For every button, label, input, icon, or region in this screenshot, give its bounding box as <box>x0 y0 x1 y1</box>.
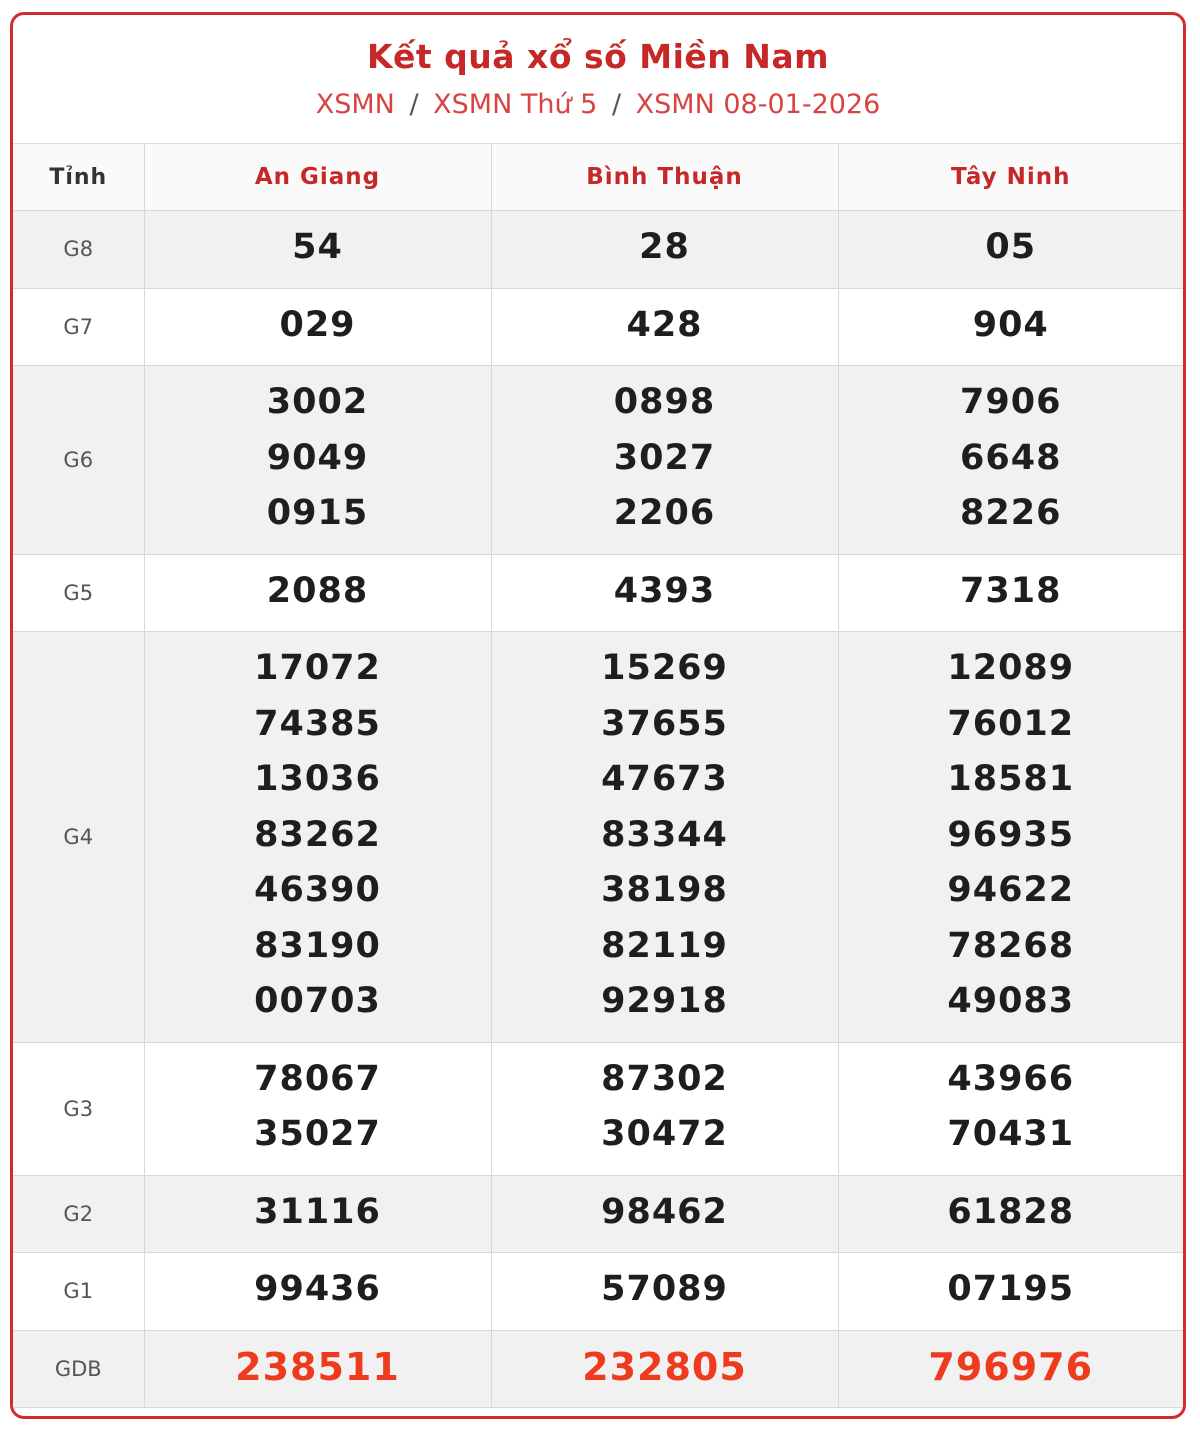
result-number: 428 <box>626 304 703 345</box>
result-number: 2088 <box>266 570 369 611</box>
result-number: 43966 <box>947 1058 1075 1099</box>
table-row <box>13 1330 1183 1408</box>
prize-label: G5 <box>13 554 144 632</box>
table-row <box>13 1253 1183 1331</box>
result-number: 0898 <box>613 382 716 422</box>
result-number: 07195 <box>947 1269 1075 1309</box>
result-cell <box>838 632 1183 1043</box>
prize-label: G2 <box>13 1175 144 1253</box>
result-number: 54 <box>292 227 343 267</box>
result-number: 3027 <box>613 437 716 478</box>
result-number: 78268 <box>947 925 1075 966</box>
result-number: 35027 <box>254 1114 381 1154</box>
result-cell <box>144 1175 491 1253</box>
result-cell <box>491 1253 838 1331</box>
prize-label: GDB <box>13 1330 144 1408</box>
result-number: 31116 <box>254 1191 381 1232</box>
result-cell <box>491 632 838 1043</box>
result-number: 87302 <box>601 1058 728 1099</box>
breadcrumb-separator: / <box>409 89 419 120</box>
prize-label: G6 <box>13 366 144 555</box>
result-number: 05 <box>985 227 1037 267</box>
result-cell <box>144 554 491 632</box>
breadcrumb-xsmn[interactable]: XSMN <box>315 89 395 120</box>
prize-label: G1 <box>13 1253 144 1331</box>
result-number: 82119 <box>601 925 728 966</box>
result-number: 78067 <box>254 1058 381 1099</box>
result-cell <box>144 1330 491 1408</box>
result-cell <box>838 1042 1183 1175</box>
result-number: 76012 <box>947 703 1075 744</box>
result-cell <box>144 288 491 366</box>
result-number: 28 <box>639 227 690 267</box>
result-number: 13036 <box>254 759 381 799</box>
result-number: 99436 <box>254 1269 381 1309</box>
result-number: 7318 <box>960 570 1062 611</box>
result-cell <box>491 288 838 366</box>
prize-label: G4 <box>13 632 144 1043</box>
result-number: 8226 <box>960 493 1062 533</box>
result-number: 0915 <box>266 493 369 533</box>
table-row <box>13 211 1183 289</box>
table-row <box>13 1175 1183 1253</box>
result-number: 70431 <box>947 1114 1075 1154</box>
result-cell <box>491 366 838 555</box>
result-cell <box>144 1253 491 1331</box>
results-table <box>13 144 1183 1408</box>
result-cell <box>491 211 838 289</box>
result-number: 94622 <box>947 870 1075 910</box>
results-card <box>10 12 1186 1419</box>
result-number: 37655 <box>601 703 728 744</box>
result-number: 2206 <box>613 493 716 533</box>
result-number: 18581 <box>947 759 1075 799</box>
result-number: 6648 <box>960 437 1062 478</box>
prize-label: G8 <box>13 211 144 289</box>
prize-label: G3 <box>13 1042 144 1175</box>
result-number: 57089 <box>601 1269 728 1309</box>
result-cell <box>838 1330 1183 1408</box>
result-number: 38198 <box>601 870 728 910</box>
result-number: 96935 <box>947 814 1075 855</box>
result-number: 029 <box>279 304 356 345</box>
province-tay-ninh[interactable]: Tây Ninh <box>838 144 1183 211</box>
result-cell <box>838 366 1183 555</box>
result-number: 00703 <box>254 981 381 1021</box>
result-number: 17072 <box>254 648 381 688</box>
result-cell <box>144 366 491 555</box>
breadcrumb <box>13 89 1183 121</box>
result-number: 49083 <box>947 981 1075 1021</box>
table-row <box>13 632 1183 1043</box>
result-cell <box>144 1042 491 1175</box>
special-prize-number: 796976 <box>928 1344 1094 1389</box>
result-cell <box>491 1330 838 1408</box>
result-number: 83262 <box>254 814 381 855</box>
result-number: 83344 <box>601 814 728 855</box>
result-number: 15269 <box>601 648 728 688</box>
result-cell <box>144 632 491 1043</box>
table-row <box>13 366 1183 555</box>
result-number: 3002 <box>266 382 369 422</box>
page-title: Kết quả xổ số Miền Nam <box>366 37 830 76</box>
result-number: 47673 <box>601 759 728 799</box>
special-prize-number: 232805 <box>582 1344 747 1389</box>
prize-label: G7 <box>13 288 144 366</box>
result-number: 4393 <box>613 570 716 611</box>
result-cell <box>491 1042 838 1175</box>
result-number: 98462 <box>601 1191 728 1232</box>
result-cell <box>838 1253 1183 1331</box>
table-row <box>13 288 1183 366</box>
breadcrumb-separator: / <box>611 89 622 120</box>
table-row <box>13 554 1183 632</box>
result-cell <box>838 1175 1183 1253</box>
province-label-header: Tỉnh <box>13 144 144 211</box>
result-cell <box>838 554 1183 632</box>
result-cell <box>838 288 1183 366</box>
result-number: 74385 <box>254 703 381 744</box>
table-header-row <box>13 144 1183 211</box>
result-cell <box>491 1175 838 1253</box>
result-number: 7906 <box>960 382 1062 422</box>
result-number: 46390 <box>254 870 381 910</box>
result-cell <box>838 211 1183 289</box>
province-an-giang[interactable]: An Giang <box>144 144 491 211</box>
result-number: 30472 <box>601 1114 728 1154</box>
result-number: 9049 <box>266 437 369 478</box>
table-row <box>13 1042 1183 1175</box>
result-cell <box>144 211 491 289</box>
result-number: 12089 <box>947 648 1075 688</box>
result-number: 904 <box>972 304 1049 345</box>
province-binh-thuan[interactable]: Bình Thuận <box>491 144 838 211</box>
special-prize-number: 238511 <box>235 1344 400 1389</box>
result-cell <box>491 554 838 632</box>
result-number: 83190 <box>254 925 381 966</box>
result-number: 61828 <box>947 1191 1075 1232</box>
breadcrumb-xsmn-thu-5[interactable]: XSMN Thứ 5 <box>433 89 598 120</box>
breadcrumb-xsmn-date[interactable]: XSMN 08-01-2026 <box>635 89 881 120</box>
results-header <box>13 15 1183 144</box>
result-number: 92918 <box>601 981 728 1021</box>
